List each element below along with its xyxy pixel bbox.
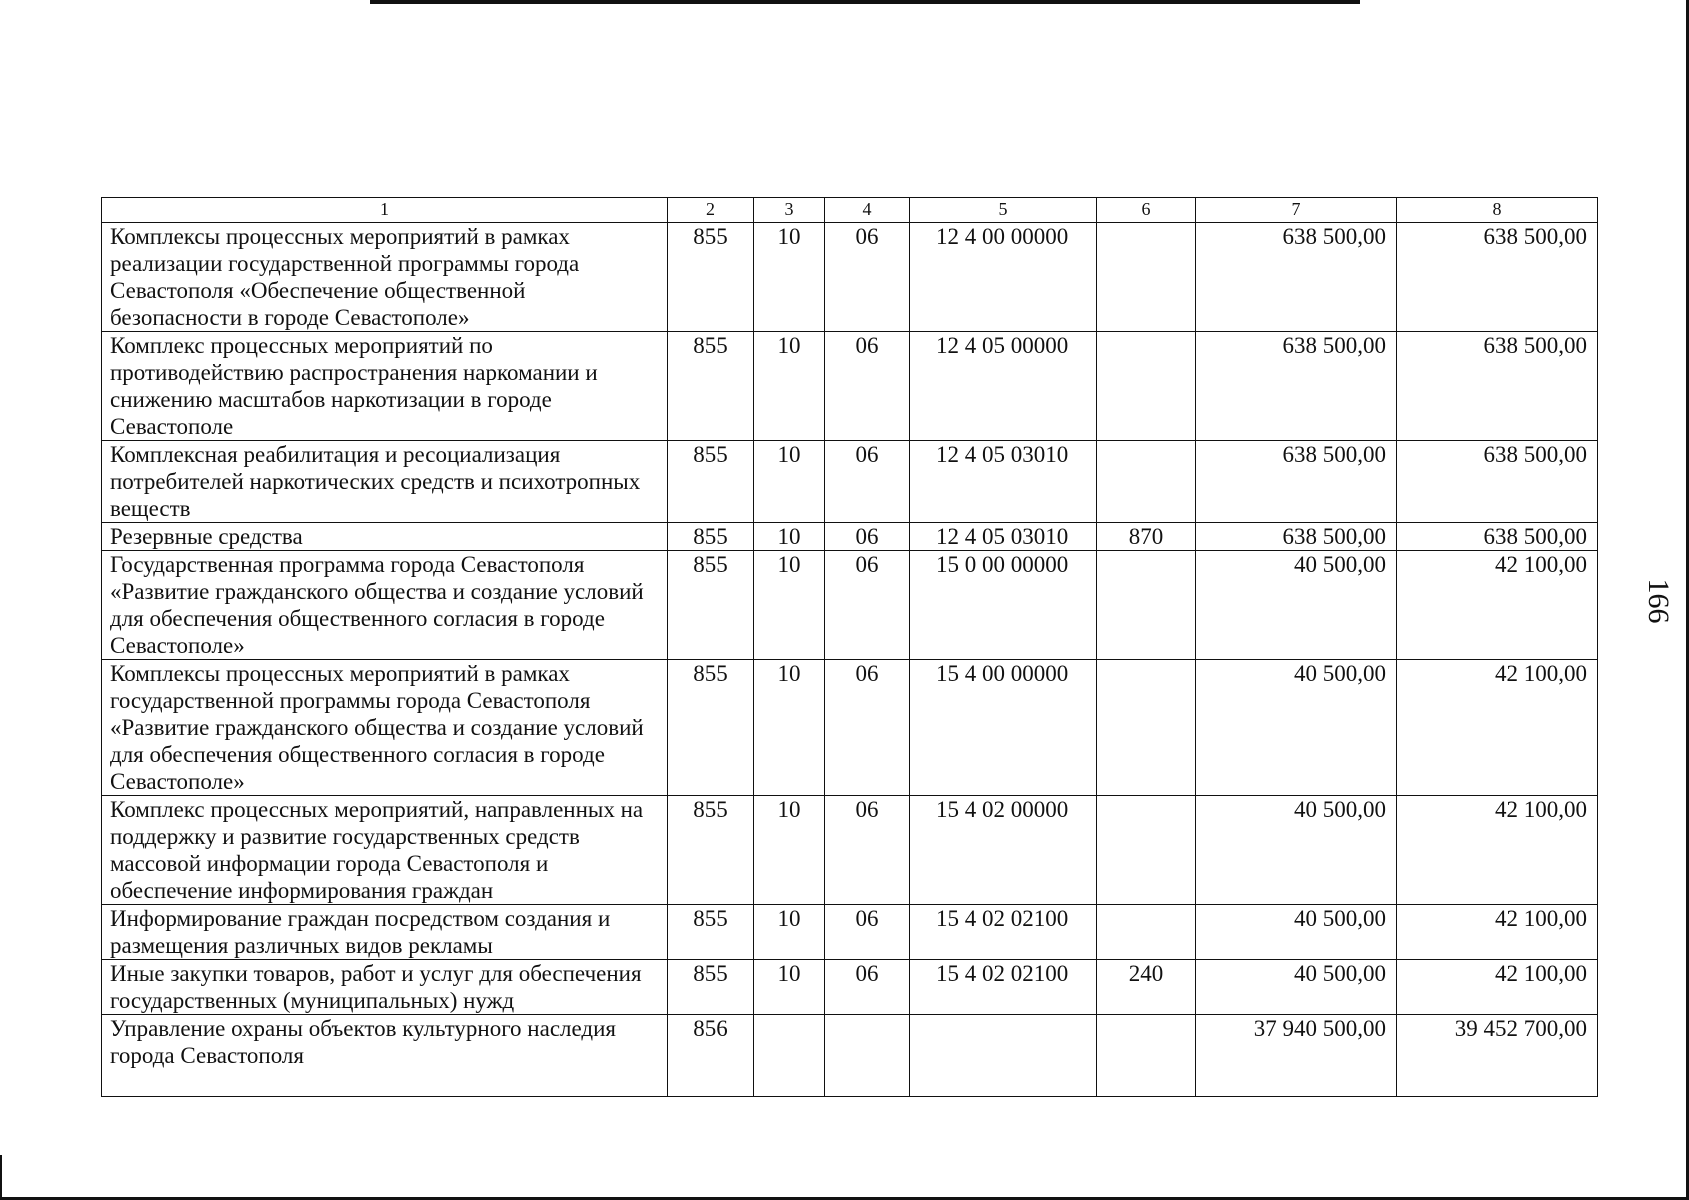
table-row	[102, 960, 1598, 1015]
cell-col4: 06	[825, 223, 910, 332]
row-name: Комплекс процессных мероприятий по противодействию распространения наркомании и снижению масштабов наркотизации в городе Севастополе	[102, 332, 668, 441]
cell-col7: 37 940 500,00	[1196, 1015, 1397, 1097]
cell-col4: 06	[825, 796, 910, 905]
cell-col5: 12 4 05 00000	[910, 332, 1097, 441]
cell-col8: 42 100,00	[1397, 660, 1598, 796]
cell-col6: 870	[1097, 523, 1196, 551]
cell-col5	[910, 1015, 1097, 1097]
cell-col6	[1097, 223, 1196, 332]
cell-col7: 638 500,00	[1196, 223, 1397, 332]
cell-col3: 10	[754, 223, 825, 332]
cell-col8: 638 500,00	[1397, 523, 1598, 551]
cell-col4: 06	[825, 441, 910, 523]
cell-col6	[1097, 905, 1196, 960]
cell-col5: 12 4 00 00000	[910, 223, 1097, 332]
scan-edge-top	[370, 0, 1360, 4]
table-row	[102, 905, 1598, 960]
cell-col3: 10	[754, 551, 825, 660]
row-name: Информирование граждан посредством создания и размещения различных видов рекламы	[102, 905, 668, 960]
cell-col8: 42 100,00	[1397, 960, 1598, 1015]
cell-col2: 855	[668, 960, 754, 1015]
cell-col4: 06	[825, 332, 910, 441]
row-name: Иные закупки товаров, работ и услуг для обеспечения государственных (муниципальных) нужд	[102, 960, 668, 1015]
cell-col8: 39 452 700,00	[1397, 1015, 1598, 1097]
table-row	[102, 332, 1598, 441]
table-header	[102, 198, 1598, 223]
column-header-4: 4	[825, 198, 910, 223]
table-row	[102, 223, 1598, 332]
row-name: Резервные средства	[102, 523, 668, 551]
budget-table	[101, 197, 1598, 1097]
cell-col2: 855	[668, 523, 754, 551]
cell-col3: 10	[754, 332, 825, 441]
cell-col7: 40 500,00	[1196, 960, 1397, 1015]
cell-col6	[1097, 660, 1196, 796]
cell-col2: 855	[668, 223, 754, 332]
column-header-5: 5	[910, 198, 1097, 223]
cell-col5: 15 4 02 02100	[910, 905, 1097, 960]
table-row	[102, 551, 1598, 660]
cell-col3: 10	[754, 796, 825, 905]
row-name: Комплексы процессных мероприятий в рамках реализации государственной программы города Севастополя «Обеспечение общественной безопасности в городе Севастополе»	[102, 223, 668, 332]
cell-col3: 10	[754, 960, 825, 1015]
cell-col7: 40 500,00	[1196, 905, 1397, 960]
cell-col3: 10	[754, 523, 825, 551]
row-name: Комплексная реабилитация и ресоциализация потребителей наркотических средств и психотропных веществ	[102, 441, 668, 523]
cell-col8: 42 100,00	[1397, 551, 1598, 660]
cell-col8: 638 500,00	[1397, 223, 1598, 332]
column-header-8: 8	[1397, 198, 1598, 223]
cell-col4	[825, 1015, 910, 1097]
cell-col7: 638 500,00	[1196, 523, 1397, 551]
cell-col4: 06	[825, 905, 910, 960]
table-row	[102, 523, 1598, 551]
cell-col3: 10	[754, 441, 825, 523]
column-header-3: 3	[754, 198, 825, 223]
cell-col5: 12 4 05 03010	[910, 523, 1097, 551]
cell-col5: 15 4 00 00000	[910, 660, 1097, 796]
cell-col7: 40 500,00	[1196, 660, 1397, 796]
row-name: Комплексы процессных мероприятий в рамках государственной программы города Севастополя «Развитие гражданского общества и создание условий для обеспечения общественного согласия в городе Севастополе»	[102, 660, 668, 796]
table-row	[102, 796, 1598, 905]
cell-col8: 42 100,00	[1397, 905, 1598, 960]
column-header-7: 7	[1196, 198, 1397, 223]
cell-col2: 855	[668, 441, 754, 523]
cell-col8: 42 100,00	[1397, 796, 1598, 905]
cell-col6	[1097, 441, 1196, 523]
cell-col6	[1097, 551, 1196, 660]
cell-col3: 10	[754, 660, 825, 796]
cell-col7: 638 500,00	[1196, 332, 1397, 441]
cell-col6: 240	[1097, 960, 1196, 1015]
cell-col2: 855	[668, 796, 754, 905]
cell-col5: 12 4 05 03010	[910, 441, 1097, 523]
cell-col6	[1097, 796, 1196, 905]
cell-col2: 855	[668, 905, 754, 960]
cell-col2: 855	[668, 660, 754, 796]
cell-col8: 638 500,00	[1397, 332, 1598, 441]
cell-col6	[1097, 332, 1196, 441]
cell-col3: 10	[754, 905, 825, 960]
table-body	[102, 223, 1598, 1097]
row-name: Государственная программа города Севастополя «Развитие гражданского общества и создание условий для обеспечения общественного согласия в городе Севастополе»	[102, 551, 668, 660]
cell-col2: 855	[668, 332, 754, 441]
row-name: Комплекс процессных мероприятий, направленных на поддержку и развитие государственных средств массовой информации города Севастополя и обеспечение информирования граждан	[102, 796, 668, 905]
column-header-6: 6	[1097, 198, 1196, 223]
column-header-1: 1	[102, 198, 668, 223]
header-row	[102, 198, 1598, 223]
cell-col4: 06	[825, 660, 910, 796]
table-row	[102, 441, 1598, 523]
cell-col5: 15 0 00 00000	[910, 551, 1097, 660]
cell-col2: 856	[668, 1015, 754, 1097]
page-number: 166	[1642, 578, 1675, 624]
cell-col6	[1097, 1015, 1196, 1097]
cell-col2: 855	[668, 551, 754, 660]
cell-col4: 06	[825, 523, 910, 551]
cell-col4: 06	[825, 960, 910, 1015]
cell-col7: 638 500,00	[1196, 441, 1397, 523]
cell-col7: 40 500,00	[1196, 796, 1397, 905]
column-header-2: 2	[668, 198, 754, 223]
cell-col7: 40 500,00	[1196, 551, 1397, 660]
scan-edge-left-mark	[0, 1155, 2, 1200]
cell-col5: 15 4 02 02100	[910, 960, 1097, 1015]
cell-col5: 15 4 02 00000	[910, 796, 1097, 905]
table-row	[102, 1015, 1598, 1097]
row-name: Управление охраны объектов культурного наследия города Севастополя	[102, 1015, 668, 1097]
cell-col3	[754, 1015, 825, 1097]
cell-col4: 06	[825, 551, 910, 660]
table-row	[102, 660, 1598, 796]
cell-col8: 638 500,00	[1397, 441, 1598, 523]
